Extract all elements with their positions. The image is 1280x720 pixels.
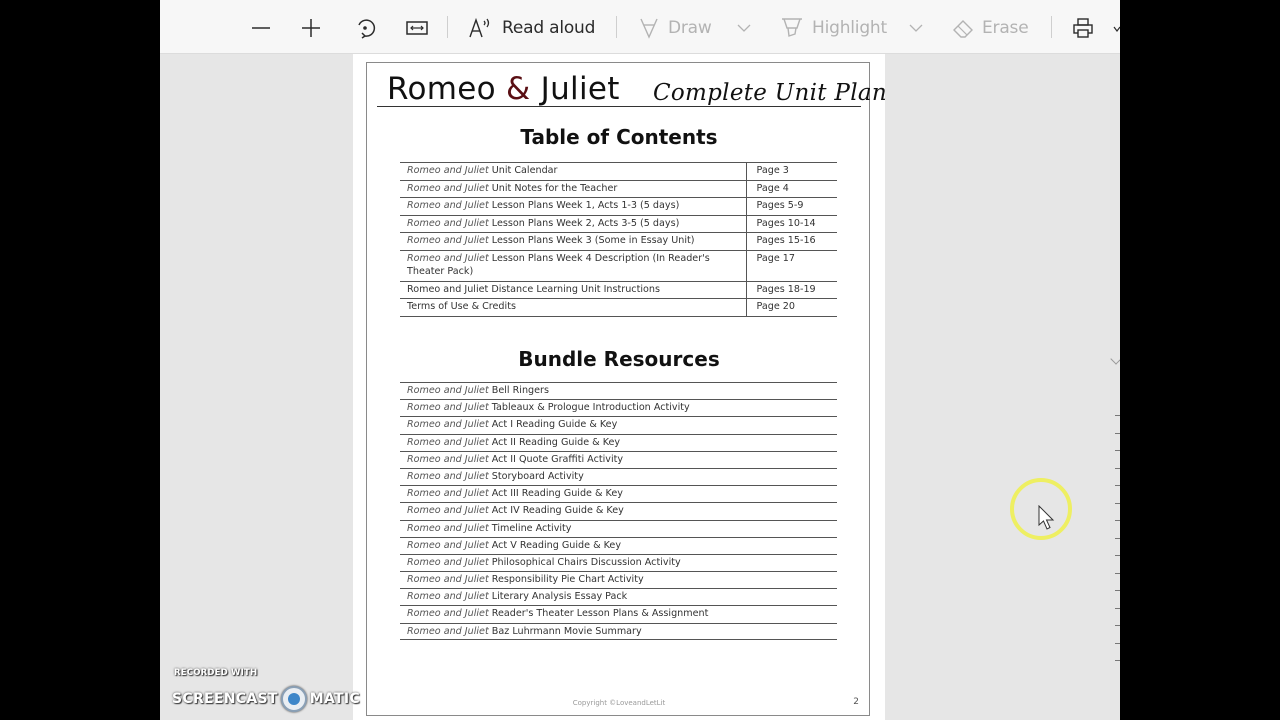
screencast-watermark (172, 668, 372, 718)
highlight-button[interactable] (780, 10, 887, 46)
bundle-item (400, 451, 837, 468)
toc-entry-title (400, 163, 746, 181)
watermark-right-text: MATIC (309, 691, 360, 707)
toc-entry-title (400, 250, 746, 281)
toc-row (400, 180, 837, 198)
title-main (387, 71, 620, 107)
bundle-item (400, 520, 837, 537)
toc-entry-page: Page 17 (746, 250, 837, 281)
toc-entry-text: Unit Calendar (488, 165, 558, 176)
highlight-options-dropdown[interactable] (906, 10, 926, 46)
toc-row (400, 281, 837, 299)
title-romeo: Romeo (387, 71, 507, 107)
draw-label: Draw (668, 18, 712, 38)
screencast-logo-icon (281, 686, 307, 712)
toc-row (400, 233, 837, 251)
bundle-heading: Bundle Resources (518, 347, 720, 371)
toc-entry-text: Lesson Plans Week 4 Description (In Reader's Theater Pack) (407, 252, 710, 277)
scroll-tick (1115, 520, 1120, 521)
toc-entry-title (400, 281, 746, 299)
toc-entry-prefix: Romeo and Juliet (407, 217, 489, 229)
read-aloud-icon (468, 17, 494, 39)
toc-entry-text: Romeo and Juliet Distance Learning Unit Instructions (407, 283, 660, 295)
pdf-page (353, 54, 885, 720)
bundle-item-prefix: Romeo and Juliet (407, 539, 489, 551)
overflow-icon (1112, 23, 1120, 33)
watermark-brand (172, 686, 360, 712)
bundle-item-text: Tableaux & Prologue Introduction Activity (488, 402, 690, 414)
print-button[interactable] (1068, 10, 1098, 46)
document-title (377, 71, 887, 107)
toc-entry-prefix: Romeo and Juliet (407, 235, 489, 246)
pdf-toolbar (160, 0, 1120, 54)
toc-entry-page: Pages 15-16 (746, 233, 837, 251)
rotate-icon (354, 17, 376, 39)
bundle-item-text: Bell Ringers (488, 385, 549, 396)
bundle-item (400, 416, 837, 433)
bundle-item-prefix: Romeo and Juliet (407, 436, 489, 448)
bundle-item-prefix: Romeo and Juliet (407, 522, 489, 534)
bundle-item (400, 399, 837, 416)
scroll-tick (1115, 503, 1120, 504)
bundle-item (400, 485, 837, 502)
toc-entry-text: Lesson Plans Week 2, Acts 3-5 (5 days) (488, 217, 680, 229)
eraser-icon (952, 17, 974, 39)
draw-button[interactable] (638, 10, 712, 46)
scroll-tick (1115, 468, 1120, 469)
minus-icon (251, 18, 271, 38)
bundle-item (400, 502, 837, 519)
bundle-item-prefix: Romeo and Juliet (407, 453, 489, 465)
highlight-label: Highlight (812, 18, 887, 38)
toc-entry-page: Pages 18-19 (746, 281, 837, 299)
bundle-item (400, 537, 837, 554)
toc-entry-text: Terms of Use & Credits (407, 301, 516, 312)
bundle-item-prefix: Romeo and Juliet (407, 625, 489, 637)
toc-entry-text: Lesson Plans Week 3 (Some in Essay Unit) (488, 235, 695, 246)
page-border (366, 62, 887, 716)
page-number: 2 (853, 697, 859, 707)
toc-table (400, 162, 837, 317)
toc-entry-page: Page 3 (746, 163, 837, 181)
title-ampersand: & (506, 71, 531, 107)
toc-entry-title (400, 299, 746, 317)
bundle-item-prefix: Romeo and Juliet (407, 591, 489, 603)
erase-label: Erase (982, 18, 1029, 38)
bundle-item (400, 588, 837, 605)
watermark-recorded-with: RECORDED WITH (174, 668, 258, 678)
toc-row (400, 198, 837, 216)
scroll-tick (1115, 555, 1120, 556)
bundle-item (400, 382, 837, 399)
bundle-item-text: Act III Reading Guide & Key (488, 488, 623, 500)
toc-entry-prefix: Romeo and Juliet (407, 182, 489, 194)
mouse-cursor-icon (1038, 505, 1056, 531)
toc-entry-page: Pages 5-9 (746, 198, 837, 216)
scroll-tick (1115, 415, 1120, 416)
toc-entry-page: Pages 10-14 (746, 215, 837, 233)
bundle-item-prefix: Romeo and Juliet (407, 488, 489, 500)
page-thumbnail-scrollbar[interactable] (1115, 345, 1120, 720)
scroll-tick (1115, 450, 1120, 451)
pen-icon (638, 16, 660, 40)
scroll-tick (1115, 433, 1120, 434)
scroll-tick (1115, 590, 1120, 591)
watermark-left-text: SCREENCAST (172, 691, 278, 707)
toc-row (400, 163, 837, 181)
bundle-item-prefix: Romeo and Juliet (407, 608, 489, 620)
plus-icon (301, 18, 321, 38)
toc-entry-page: Page 20 (746, 299, 837, 317)
chevron-down-icon (909, 23, 923, 33)
bundle-item-prefix: Romeo and Juliet (407, 419, 489, 431)
zoom-in-button[interactable] (296, 10, 326, 46)
bundle-item-prefix: Romeo and Juliet (407, 574, 489, 586)
bundle-item-text: Baz Luhrmann Movie Summary (488, 625, 642, 637)
bundle-list (400, 382, 837, 640)
bundle-item-text: Storyboard Activity (488, 470, 584, 482)
bundle-item (400, 623, 837, 640)
toc-entry-title (400, 233, 746, 251)
bundle-item (400, 554, 837, 571)
toc-entry-text: Unit Notes for the Teacher (488, 182, 618, 194)
bundle-item-text: Timeline Activity (488, 522, 572, 534)
toc-entry-title (400, 180, 746, 198)
scroll-tick (1115, 573, 1120, 574)
toc-row (400, 215, 837, 233)
pdf-viewer (160, 0, 1120, 720)
fit-width-icon (406, 20, 428, 36)
bundle-item (400, 605, 837, 622)
toc-entry-prefix: Romeo and Juliet (407, 165, 489, 176)
bundle-item-text: Act I Reading Guide & Key (488, 419, 618, 431)
zoom-out-button[interactable] (246, 10, 276, 46)
scroll-tick (1115, 643, 1120, 644)
scroll-tick (1115, 608, 1120, 609)
bundle-item (400, 571, 837, 588)
printer-icon (1072, 17, 1094, 39)
bundle-item-prefix: Romeo and Juliet (407, 402, 489, 414)
toc-entry-title (400, 215, 746, 233)
bundle-item-text: Responsibility Pie Chart Activity (488, 574, 644, 586)
bundle-item-text: Philosophical Chairs Discussion Activity (488, 556, 681, 568)
bundle-item-prefix: Romeo and Juliet (407, 385, 489, 396)
toc-row (400, 250, 837, 281)
scroll-tick (1115, 538, 1120, 539)
toc-heading: Table of Contents (520, 125, 718, 149)
bundle-item-prefix: Romeo and Juliet (407, 556, 489, 568)
toolbar-divider (616, 16, 617, 38)
toc-entry-title (400, 198, 746, 216)
scroll-tick (1115, 625, 1120, 626)
highlighter-icon (780, 16, 804, 40)
title-juliet: Juliet (530, 71, 620, 107)
bundle-item-text: Literary Analysis Essay Pack (488, 591, 628, 603)
read-aloud-button[interactable] (468, 10, 595, 46)
bundle-item-text: Act IV Reading Guide & Key (488, 505, 624, 517)
bundle-item-prefix: Romeo and Juliet (407, 505, 489, 517)
toc-row (400, 299, 837, 317)
toc-entry-text: Lesson Plans Week 1, Acts 1-3 (5 days) (488, 200, 680, 211)
read-aloud-label: Read aloud (502, 18, 596, 38)
bundle-item-text: Reader's Theater Lesson Plans & Assignment (488, 608, 709, 620)
footer-copyright: Copyright ©LoveandLetLit (572, 699, 666, 707)
toc-entry-page: Page 4 (746, 180, 837, 198)
fit-width-button[interactable] (402, 10, 432, 46)
bundle-item (400, 468, 837, 485)
scroll-tick (1115, 485, 1120, 486)
toc-entry-prefix: Romeo and Juliet (407, 200, 489, 211)
toc-entry-prefix: Romeo and Juliet (407, 252, 489, 264)
scroll-tick (1115, 660, 1120, 661)
bundle-item-text: Act II Reading Guide & Key (488, 436, 621, 448)
bundle-item-text: Act V Reading Guide & Key (488, 539, 621, 551)
bundle-item (400, 434, 837, 451)
title-subtitle: Complete Unit Plan (653, 80, 887, 106)
bundle-item-text: Act II Quote Graffiti Activity (488, 453, 624, 465)
rotate-button[interactable] (350, 10, 380, 46)
bundle-item-prefix: Romeo and Juliet (407, 470, 489, 482)
chevron-down-icon (737, 23, 751, 33)
toolbar-divider (1051, 16, 1052, 38)
toolbar-divider (447, 16, 448, 38)
more-options-button[interactable] (1112, 10, 1120, 46)
draw-options-dropdown[interactable] (734, 10, 754, 46)
erase-button[interactable] (952, 10, 1028, 46)
